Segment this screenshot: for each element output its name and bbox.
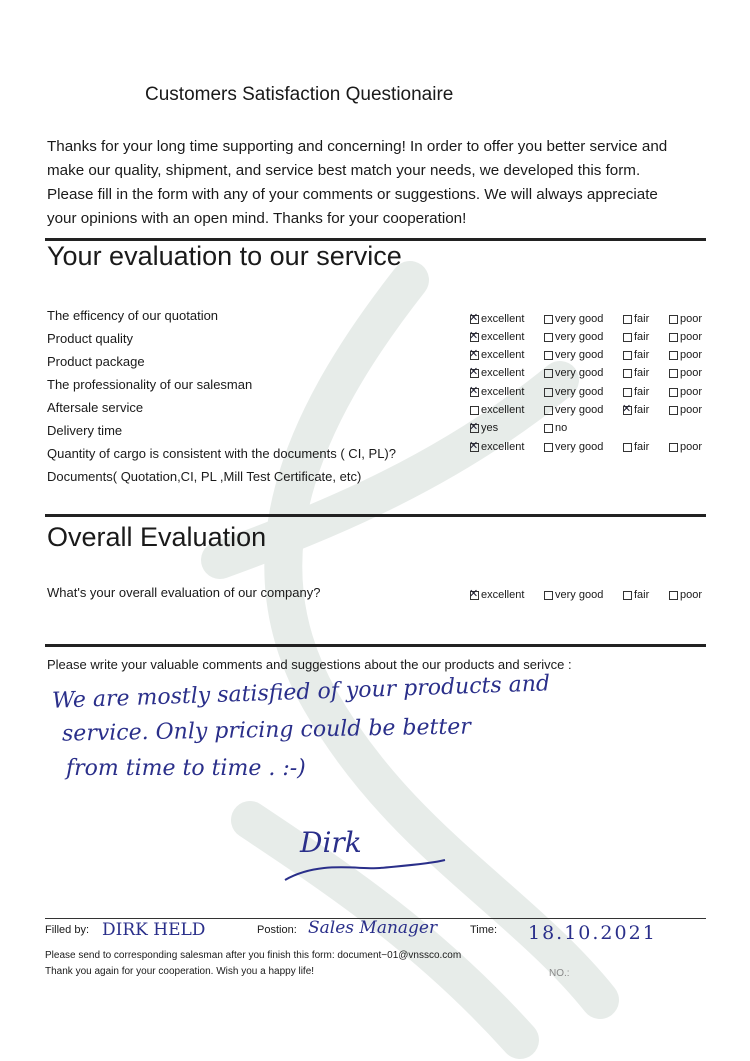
checkbox[interactable] — [669, 388, 678, 397]
checkbox[interactable] — [669, 315, 678, 324]
rating-option[interactable] — [470, 441, 524, 453]
time-label: Time: — [470, 924, 498, 936]
question-label: Aftersale service — [47, 400, 144, 415]
checkbox[interactable] — [623, 315, 632, 324]
rating-option-label: very good — [555, 386, 604, 398]
comment-line: service. Only pricing could be better — [61, 714, 471, 747]
checkbox[interactable] — [669, 406, 678, 415]
section-divider — [45, 644, 706, 647]
intro-line: make our quality, shipment, and service best match your needs, we developed this form. — [47, 162, 641, 179]
rating-option-label: poor — [680, 331, 703, 343]
checkbox[interactable] — [623, 369, 632, 378]
intro-line: Thanks for your long time supporting and concerning! In order to offer you better service and — [47, 138, 668, 155]
checkbox[interactable] — [669, 591, 678, 600]
checkbox[interactable] — [544, 351, 553, 360]
checkbox[interactable] — [470, 315, 479, 324]
rating-option-label: poor — [680, 367, 703, 379]
rating-option-label: no — [555, 422, 568, 434]
overall-option-label: fair — [634, 589, 650, 601]
rating-option-label: excellent — [481, 331, 525, 343]
rating-option-label: fair — [634, 404, 650, 416]
rating-option-label: very good — [555, 313, 604, 325]
question-label: Quantity of cargo is consistent with the documents ( CI, PL)? — [47, 446, 396, 461]
rating-option[interactable] — [623, 349, 649, 361]
rating-option[interactable] — [669, 313, 702, 325]
rating-option-label: fair — [634, 349, 650, 361]
overall-option[interactable] — [623, 589, 649, 601]
rating-option-label: fair — [634, 313, 650, 325]
checkbox[interactable] — [669, 333, 678, 342]
rating-option[interactable] — [544, 367, 603, 379]
overall-option[interactable] — [669, 589, 702, 601]
overall-question: What's your overall evaluation of our company? — [47, 585, 321, 600]
checkbox[interactable] — [544, 333, 553, 342]
checkbox[interactable] — [470, 388, 479, 397]
rating-option[interactable] — [544, 313, 603, 325]
checkbox[interactable] — [544, 591, 553, 600]
checkbox[interactable] — [623, 351, 632, 360]
checkbox[interactable] — [669, 351, 678, 360]
rating-option-label: excellent — [481, 367, 525, 379]
rating-option[interactable] — [544, 386, 603, 398]
rating-option[interactable] — [669, 386, 702, 398]
checkbox[interactable] — [623, 388, 632, 397]
rating-option-label: poor — [680, 313, 703, 325]
rating-option[interactable] — [623, 367, 649, 379]
checkbox[interactable] — [470, 351, 479, 360]
comment-line: We are mostly satisfied of your products and — [51, 671, 551, 714]
rating-option-label: fair — [634, 386, 650, 398]
checkbox[interactable] — [470, 591, 479, 600]
question-label: Delivery time — [47, 423, 123, 438]
number-label: NO.: — [549, 968, 570, 979]
section-heading-overall: Overall Evaluation — [47, 522, 267, 552]
rating-option-label: excellent — [481, 441, 525, 453]
checkbox[interactable] — [669, 369, 678, 378]
checkbox[interactable] — [470, 406, 479, 415]
intro-paragraph — [47, 135, 707, 231]
question-label: The professionality of our salesman — [47, 377, 253, 392]
question-label: The efficency of our quotation — [47, 308, 219, 323]
rating-option-label: very good — [555, 404, 604, 416]
checkbox[interactable] — [623, 333, 632, 342]
page-title: Customers Satisfaction Questionaire — [145, 84, 454, 105]
rating-option-label: poor — [680, 441, 703, 453]
section-divider — [45, 514, 706, 517]
rating-option-label: fair — [634, 331, 650, 343]
question-label: Product package — [47, 354, 145, 369]
rating-option-label: very good — [555, 331, 604, 343]
checkbox[interactable] — [544, 315, 553, 324]
rating-option-label: very good — [555, 441, 604, 453]
rating-option[interactable] — [669, 367, 702, 379]
comment-line: from time to time . :-) — [66, 756, 306, 781]
rating-option[interactable] — [470, 367, 524, 379]
checkbox[interactable] — [470, 424, 479, 433]
checkbox[interactable] — [470, 443, 479, 452]
checkbox[interactable] — [669, 443, 678, 452]
rating-option-label: yes — [481, 422, 499, 434]
overall-option-label: poor — [680, 589, 703, 601]
send-note: Please send to corresponding salesman after you finish this form: document−01@vnssco.com — [45, 950, 462, 961]
rating-option[interactable] — [470, 404, 524, 416]
overall-option-label: excellent — [481, 589, 525, 601]
checkbox[interactable] — [470, 369, 479, 378]
rating-option-label: excellent — [481, 349, 525, 361]
checkbox[interactable] — [544, 406, 553, 415]
filled-by-value: DIRK HELD — [102, 920, 206, 940]
question-label: Documents( Quotation,CI, PL ,Mill Test Certificate, etc) — [47, 469, 362, 484]
comments-prompt: Please write your valuable comments and suggestions about the our products and serivce : — [47, 657, 572, 672]
rating-option[interactable] — [544, 441, 603, 453]
rating-option[interactable] — [470, 386, 524, 398]
overall-option[interactable] — [544, 589, 603, 601]
overall-option-label: very good — [555, 589, 604, 601]
rating-option[interactable] — [623, 441, 649, 453]
checkbox[interactable] — [544, 388, 553, 397]
rating-option[interactable] — [623, 313, 649, 325]
signature-flourish — [280, 850, 450, 890]
position-value: Sales Manager — [308, 918, 438, 938]
rating-option[interactable] — [623, 331, 649, 343]
checkbox[interactable] — [544, 443, 553, 452]
checkbox[interactable] — [623, 591, 632, 600]
rating-option[interactable] — [544, 422, 567, 434]
rating-option-label: fair — [634, 441, 650, 453]
rating-option-label: very good — [555, 349, 604, 361]
thanks-note: Thank you again for your cooperation. Wish you a happy life! — [45, 966, 315, 977]
rating-option[interactable] — [623, 404, 649, 416]
signature: Dirk — [300, 826, 362, 859]
rating-option[interactable] — [544, 404, 603, 416]
rating-option[interactable] — [544, 349, 603, 361]
checkbox[interactable] — [544, 369, 553, 378]
rating-option[interactable] — [669, 331, 702, 343]
rating-option-label: poor — [680, 386, 703, 398]
rating-option[interactable] — [669, 441, 702, 453]
rating-option[interactable] — [470, 422, 498, 434]
rating-option-label: poor — [680, 349, 703, 361]
filled-by-label: Filled by: — [45, 924, 90, 936]
rating-option[interactable] — [544, 331, 603, 343]
rating-option-label: excellent — [481, 404, 525, 416]
rating-option[interactable] — [470, 313, 524, 325]
section-heading-service: Your evaluation to our service — [47, 241, 402, 271]
time-value: 18.10.2021 — [528, 922, 657, 944]
rating-option[interactable] — [669, 349, 702, 361]
rating-option[interactable] — [470, 349, 524, 361]
rating-option-label: fair — [634, 367, 650, 379]
checkbox[interactable] — [623, 443, 632, 452]
rating-option[interactable] — [623, 386, 649, 398]
intro-line: Please fill in the form with any of your comments or suggestions. We will always appreciate — [47, 186, 658, 203]
checkbox[interactable] — [623, 406, 632, 415]
rating-option-label: excellent — [481, 386, 525, 398]
rating-option-label: excellent — [481, 313, 525, 325]
rating-option-label: poor — [680, 404, 703, 416]
rating-option[interactable] — [470, 331, 524, 343]
intro-line: your opinions with an open mind. Thanks for your cooperation! — [47, 210, 467, 227]
checkbox[interactable] — [544, 424, 553, 433]
rating-option[interactable] — [669, 404, 702, 416]
overall-option[interactable] — [470, 589, 524, 601]
question-label: Product quality — [47, 331, 133, 346]
rating-option-label: very good — [555, 367, 604, 379]
checkbox[interactable] — [470, 333, 479, 342]
position-label: Postion: — [257, 924, 297, 936]
